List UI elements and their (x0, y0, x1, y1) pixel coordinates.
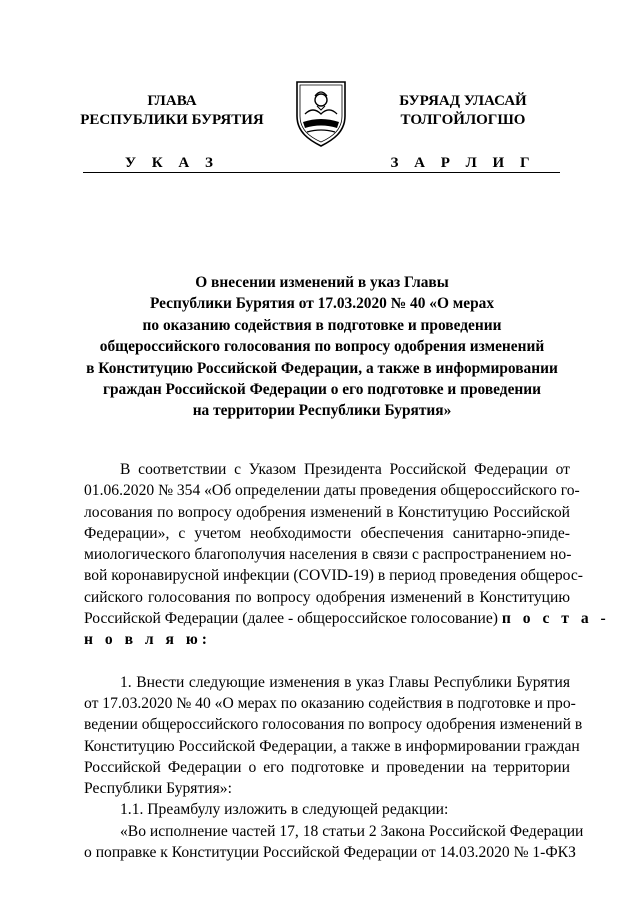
resolution-word-part-1: п о с т а - (501, 610, 610, 628)
body-line: Российской Федерации о его подготовке и проведении на территории (84, 758, 570, 776)
title-line: общероссийского голосования по вопросу одобрения изменений (99, 338, 545, 356)
header-left-line-2: РЕСПУБЛИКИ БУРЯТИЯ (80, 112, 264, 128)
document-title (60, 272, 584, 422)
header-right-line-1: БУРЯАД УЛАСАЙ (399, 93, 527, 109)
body-line: о поправке к Конституции Российской Федерации от 14.03.2020 № 1-ФКЗ (84, 844, 576, 862)
title-line: по оказанию содействия в подготовке и проведении (142, 316, 502, 334)
body-line-with-resolution (84, 608, 610, 629)
paragraph-gap (84, 651, 570, 672)
body-line: ведении общероссийского голосования по вопросу одобрения изменений в (84, 716, 583, 734)
body-line: сийского голосования по вопросу одобрения изменений в Конституцию (84, 588, 570, 606)
document-body (84, 459, 610, 863)
body-line: В соответствии с Указом Президента Российской Федерации от (120, 461, 570, 478)
header-left-line-1: ГЛАВА (147, 93, 197, 109)
body-line: миологического благополучия населения в связи с распространением но- (84, 546, 572, 564)
title-line: О внесении изменений в указ Главы (195, 274, 449, 291)
body-line: от 17.03.2020 № 40 «О мерах по оказанию содействия в подготовке и про- (84, 694, 576, 712)
body-line: лосования по вопросу одобрения изменений в Конституцию Российской (84, 503, 570, 521)
body-line: Конституцию Российской Федерации, а также в информировании граждан (84, 737, 580, 755)
title-line: на территории Республики Бурятия» (192, 402, 452, 420)
header-left-decree: У К А З (125, 155, 219, 171)
title-line: граждан Российской Федерации о его подготовке и проведении (102, 381, 542, 399)
body-line: 1. Внести следующие изменения в указ Главы Республики Бурятия (120, 673, 570, 691)
body-line: Республики Бурятия»: (84, 780, 232, 798)
body-line: 1.1. Преамбулу изложить в следующей редакции: (120, 801, 449, 819)
title-line: Республики Бурятия от 17.03.2020 № 40 «О мерах (149, 295, 495, 313)
header-right (348, 92, 578, 173)
title-line: в Конституцию Российской Федерации, а также в информировании (86, 359, 558, 377)
header-left (57, 92, 287, 173)
body-line: 01.06.2020 № 354 «Об определении даты проведения общероссийского го- (84, 482, 580, 500)
header-right-line-2: ТОЛГОЙЛОГШО (400, 112, 526, 128)
body-line: «Во исполнение частей 17, 18 статьи 2 Закона Российской Федерации (120, 822, 584, 840)
header-right-decree: З А Р Л И Г (390, 155, 536, 171)
body-line-text: Российской Федерации (далее - общероссийское голосование) (84, 610, 498, 628)
body-line: Федерации», с учетом необходимости обеспечения санитарно-эпиде- (84, 524, 570, 542)
header-divider (83, 172, 560, 173)
coat-of-arms-emblem (293, 76, 349, 148)
body-line: вой коронавирусной инфекции (COVID-19) в период проведения общерос- (84, 567, 583, 585)
resolution-word-part-2: н о в л я ю: (84, 631, 211, 649)
